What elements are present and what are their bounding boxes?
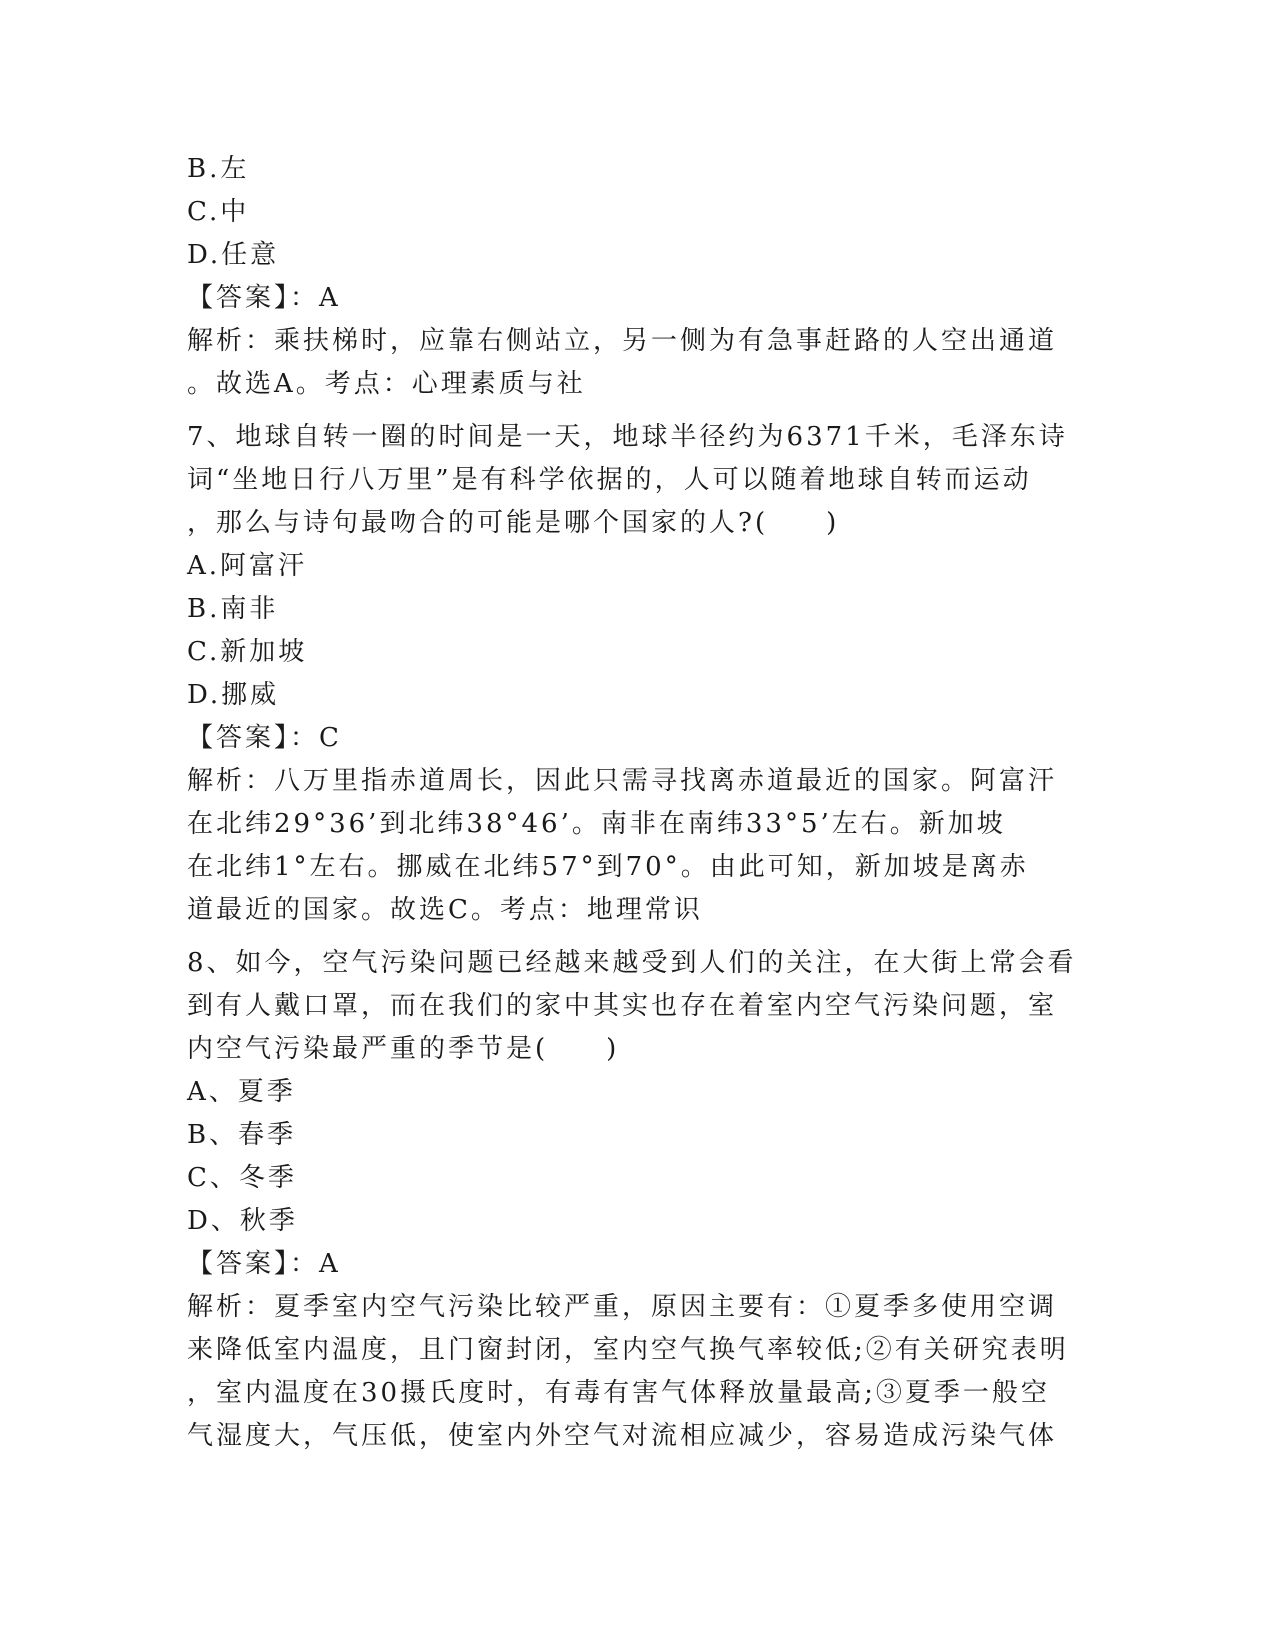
- question-stem-line: 词“坐地日行八万里”是有科学依据的，人可以随着地球自转而运动: [187, 465, 1032, 495]
- option-a: A、夏季: [187, 1077, 296, 1107]
- question-stem-line: 到有人戴口罩，而在我们的家中其实也存在着室内空气污染问题，室: [187, 991, 1058, 1021]
- question-7: [187, 416, 1087, 932]
- analysis-line: 气湿度大，气压低，使室内外空气对流相应减少，容易造成污染气体: [187, 1421, 1058, 1451]
- question-stem-line: 7、地球自转一圈的时间是一天，地球半径约为6371千米，毛泽东诗: [187, 422, 1068, 452]
- document-page: [187, 148, 1087, 1458]
- analysis-line: 。故选A。考点：心理素质与社: [187, 369, 586, 399]
- question-6-tail: [187, 148, 1087, 406]
- answer: 【答案】：A: [187, 1249, 341, 1279]
- option-b: B、春季: [187, 1120, 297, 1150]
- analysis-line: 在北纬29°36’到北纬38°46’。南非在南纬33°5’左右。新加坡: [187, 809, 1006, 839]
- analysis-line: 解析：八万里指赤道周长，因此只需寻找离赤道最近的国家。阿富汗: [187, 766, 1058, 796]
- option-a: A.阿富汗: [187, 551, 308, 581]
- answer: 【答案】：C: [187, 723, 342, 753]
- option-d: D.挪威: [187, 680, 280, 710]
- question-stem-line: ，那么与诗句最吻合的可能是哪个国家的人?( ): [187, 508, 840, 538]
- option-b: B.南非: [187, 594, 279, 624]
- question-stem-line: 内空气污染最严重的季节是( ): [187, 1034, 620, 1064]
- analysis-line: ，室内温度在30摄氏度时，有毒有害气体释放量最高;③夏季一般空: [187, 1378, 1050, 1408]
- question-stem-line: 8、如今，空气污染问题已经越来越受到人们的关注，在大街上常会看: [187, 948, 1077, 978]
- analysis-line: 在北纬1°左右。挪威在北纬57°到70°。由此可知，新加坡是离赤: [187, 852, 1029, 882]
- option-d: D、秋季: [187, 1206, 298, 1236]
- analysis-line: 道最近的国家。故选C。考点：地理常识: [187, 895, 703, 925]
- option-c: C.中: [187, 197, 250, 227]
- analysis-line: 来降低室内温度，且门窗封闭，室内空气换气率较低;②有关研究表明: [187, 1335, 1069, 1365]
- option-d: D.任意: [187, 240, 280, 270]
- answer: 【答案】：A: [187, 283, 341, 313]
- option-c: C、冬季: [187, 1163, 297, 1193]
- analysis-line: 解析：乘扶梯时，应靠右侧站立，另一侧为有急事赶路的人空出通道: [187, 326, 1058, 356]
- option-c: C.新加坡: [187, 637, 308, 667]
- analysis-line: 解析：夏季室内空气污染比较严重，原因主要有：①夏季多使用空调: [187, 1292, 1058, 1322]
- option-b: B.左: [187, 154, 250, 184]
- question-8: [187, 942, 1087, 1458]
